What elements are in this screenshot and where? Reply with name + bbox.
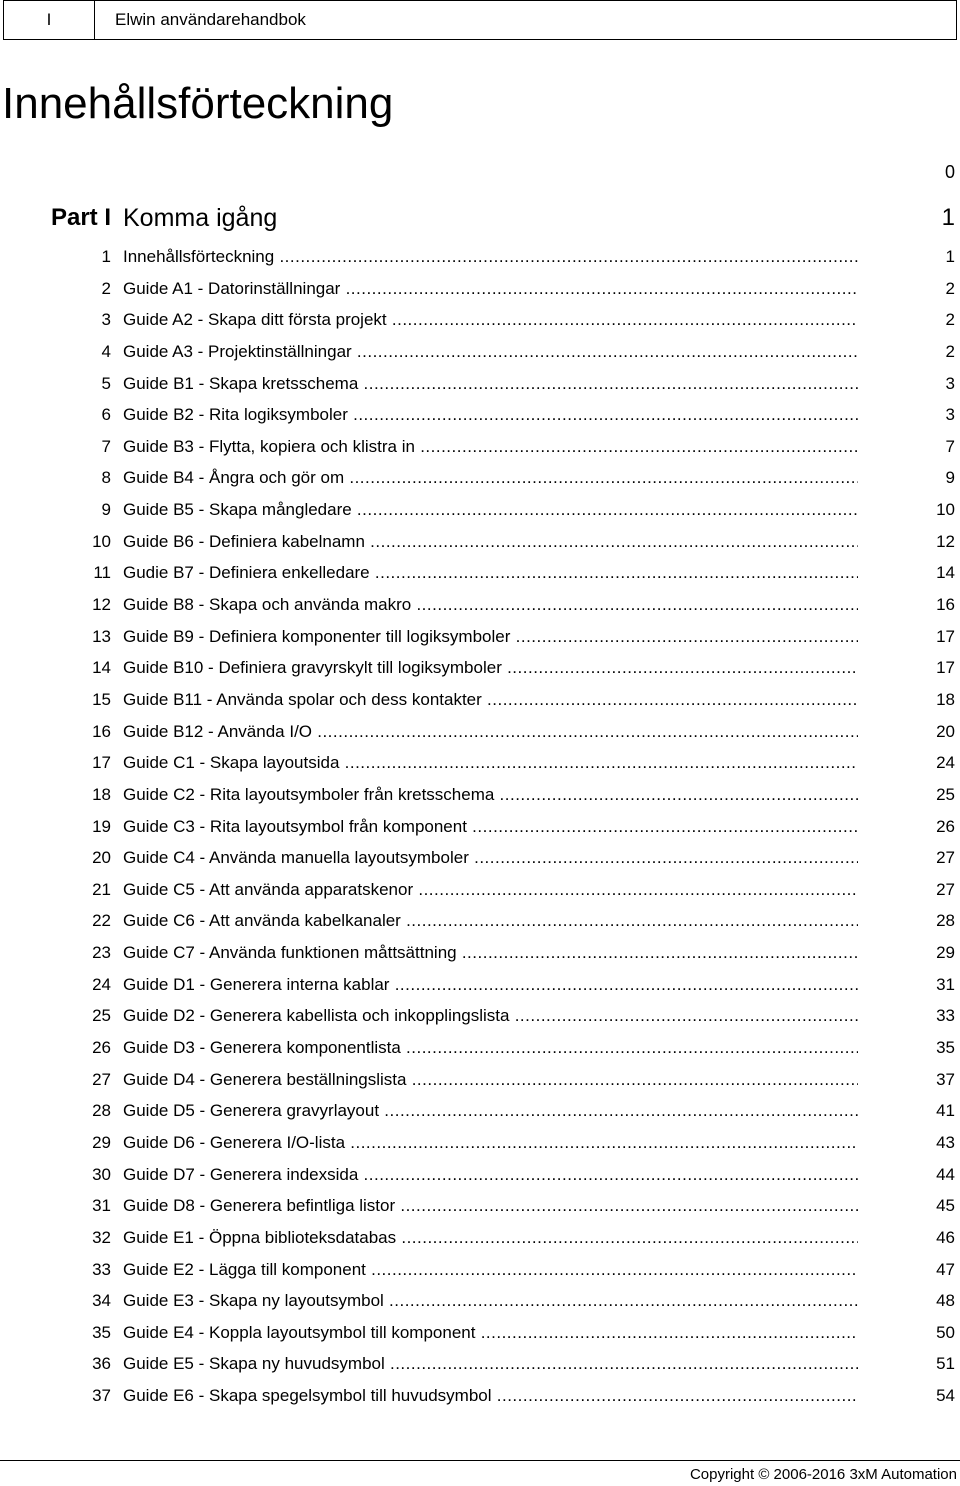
toc-entry-page: 20 (936, 721, 955, 741)
toc-entry-page: 3 (945, 405, 955, 425)
toc-entry-number: 20 (92, 848, 111, 868)
toc-entry[interactable] (0, 1379, 960, 1411)
toc-entry[interactable] (0, 936, 960, 968)
toc-entry[interactable] (0, 461, 960, 493)
toc-entry-number: 22 (92, 911, 111, 931)
toc-entry-title: Innehållsförteckning ..... (123, 247, 858, 267)
toc-entry-page: 46 (936, 1227, 955, 1247)
toc-entry[interactable] (0, 1347, 960, 1379)
toc-entry-page: 27 (936, 879, 955, 899)
toc-entry-number: 8 (101, 468, 111, 488)
toc-entry[interactable] (0, 1031, 960, 1063)
toc-entry-page: 44 (936, 1164, 955, 1184)
toc-entry-page: 18 (936, 689, 955, 709)
toc-entry-title: Guide C5 - Att använda apparatskenor ..... (123, 880, 858, 900)
toc-entry-number: 15 (92, 689, 111, 709)
toc-entry[interactable] (0, 240, 960, 272)
toc-entry-page: 14 (936, 563, 955, 583)
toc-entry-title: Guide B5 - Skapa mångledare ..... (123, 500, 858, 520)
toc-entry[interactable] (0, 398, 960, 430)
toc-entry-number: 4 (101, 341, 111, 361)
toc-entry-number: 21 (92, 879, 111, 899)
toc-entry[interactable] (0, 493, 960, 525)
toc-entry-title: Guide E6 - Skapa spegelsymbol till huvudsymbol ..... (123, 1386, 858, 1406)
toc-entry-number: 3 (101, 310, 111, 330)
toc-entry-number: 30 (92, 1164, 111, 1184)
toc-entry-number: 17 (92, 753, 111, 773)
toc-entry[interactable] (0, 746, 960, 778)
toc-entry-page: 1 (945, 247, 955, 266)
toc-entry[interactable] (0, 810, 960, 842)
toc-list (0, 240, 960, 1411)
toc-entry-page: 43 (936, 1132, 955, 1152)
toc-entry-title: Guide D6 - Generera I/O-lista ..... (123, 1133, 858, 1153)
toc-entry[interactable] (0, 778, 960, 810)
toc-entry[interactable] (0, 1316, 960, 1348)
toc-entry-title: Guide C3 - Rita layoutsymbol från komponent ..... (123, 817, 858, 837)
toc-entry-number: 25 (92, 1006, 111, 1026)
toc-entry-number: 28 (92, 1101, 111, 1121)
toc-entry-title: Guide B9 - Definiera komponenter till logiksymboler ..... (123, 627, 858, 647)
toc-entry-title: Guide D8 - Generera befintliga listor ..... (123, 1196, 858, 1216)
toc-entry-page: 48 (936, 1291, 955, 1311)
toc-entry-number: 36 (92, 1354, 111, 1374)
toc-entry[interactable] (0, 1253, 960, 1285)
toc-entry[interactable] (0, 1221, 960, 1253)
toc-entry-page: 9 (945, 468, 955, 488)
toc-entry[interactable] (0, 841, 960, 873)
toc-entry-number: 35 (92, 1322, 111, 1342)
toc-entry[interactable] (0, 556, 960, 588)
toc-entry-number: 2 (101, 278, 111, 298)
toc-entry-page: 47 (936, 1259, 955, 1279)
toc-entry[interactable] (0, 525, 960, 557)
front-matter-page-number: 0 (944, 162, 955, 182)
toc-entry-number: 19 (92, 816, 111, 836)
toc-entry-title: Guide D4 - Generera beställningslista ..... (123, 1070, 858, 1090)
toc-entry-page: 17 (936, 658, 955, 678)
toc-entry-number: 18 (92, 784, 111, 804)
toc-entry-page: 16 (936, 595, 955, 615)
toc-entry-page: 54 (936, 1386, 955, 1406)
toc-entry-title: Guide C4 - Använda manuella layoutsymboler ..... (123, 848, 858, 868)
toc-entry[interactable] (0, 715, 960, 747)
toc-entry-number: 31 (92, 1196, 111, 1216)
toc-entry[interactable] (0, 968, 960, 1000)
toc-entry-title: Guide D5 - Generera gravyrlayout ..... (123, 1101, 858, 1121)
toc-entry-number: 1 (101, 247, 111, 266)
toc-entry[interactable] (0, 873, 960, 905)
toc-entry-page: 3 (945, 373, 955, 393)
page-title: Innehållsförteckning (2, 79, 394, 128)
toc-entry-number: 6 (101, 405, 111, 425)
toc-entry-number: 16 (92, 721, 111, 741)
toc-entry-title: Guide D3 - Generera komponentlista ..... (123, 1038, 858, 1058)
toc-entry-title: Guide B12 - Använda I/O ..... (123, 722, 858, 742)
toc-entry[interactable] (0, 272, 960, 304)
footer-divider (0, 1460, 960, 1461)
toc-entry-number: 9 (101, 500, 111, 520)
toc-entry[interactable] (0, 430, 960, 462)
toc-entry[interactable] (0, 683, 960, 715)
toc-entry-title: Guide C1 - Skapa layoutsida ..... (123, 753, 858, 773)
toc-entry-page: 17 (936, 626, 955, 646)
toc-entry-number: 23 (92, 943, 111, 963)
toc-entry[interactable] (0, 1126, 960, 1158)
toc-entry-page: 2 (945, 310, 955, 330)
toc-entry[interactable] (0, 1189, 960, 1221)
toc-entry-number: 27 (92, 1069, 111, 1089)
toc-entry-number: 5 (101, 373, 111, 393)
toc-entry-title: Guide B11 - Använda spolar och dess kontakter ..... (123, 690, 858, 710)
toc-entry-number: 32 (92, 1227, 111, 1247)
toc-entry-title: Guide B10 - Definiera gravyrskylt till logiksymboler ..... (123, 658, 858, 678)
toc-entry-page: 35 (936, 1038, 955, 1058)
toc-entry-page: 7 (945, 436, 955, 456)
toc-entry-page: 50 (936, 1322, 955, 1342)
part-page-number: 1 (941, 204, 955, 231)
toc-entry-number: 12 (92, 595, 111, 615)
toc-entry-title: Guide E2 - Lägga till komponent ..... (123, 1260, 858, 1280)
toc-entry-title: Guide C6 - Att använda kabelkanaler ..... (123, 911, 858, 931)
toc-entry-title: Guide B1 - Skapa kretsschema ..... (123, 374, 858, 394)
toc-entry-number: 10 (92, 531, 111, 551)
toc-entry[interactable] (0, 335, 960, 367)
toc-entry-title: Guide B3 - Flytta, kopiera och klistra in ..... (123, 437, 858, 457)
toc-entry-page: 45 (936, 1196, 955, 1216)
part-title: Komma igång (123, 204, 278, 232)
toc-entry-number: 11 (93, 563, 111, 583)
toc-entry-title: Guide E4 - Koppla layoutsymbol till komponent ..... (123, 1323, 858, 1343)
toc-entry-title: Guide C2 - Rita layoutsymboler från kretsschema ..... (123, 785, 858, 805)
toc-entry-title: Guide B6 - Definiera kabelnamn ..... (123, 532, 858, 552)
toc-entry-title: Guide E1 - Öppna biblioteksdatabas ..... (123, 1228, 858, 1248)
header-manual-title: Elwin användarehandbok (115, 10, 306, 29)
toc-entry-page: 37 (936, 1069, 955, 1089)
toc-entry[interactable] (0, 367, 960, 399)
toc-entry[interactable] (0, 1094, 960, 1126)
toc-entry[interactable] (0, 1284, 960, 1316)
toc-entry-page: 12 (936, 531, 955, 551)
header-part-numeral: I (4, 1, 95, 39)
toc-entry-title: Guide D2 - Generera kabellista och inkopplingslista ..... (123, 1006, 858, 1026)
toc-entry[interactable] (0, 1063, 960, 1095)
toc-entry-page: 28 (936, 911, 955, 931)
toc-entry-page: 51 (936, 1354, 955, 1374)
toc-entry[interactable] (0, 999, 960, 1031)
toc-entry-title: Guide A3 - Projektinställningar ..... (123, 342, 858, 362)
toc-entry-page: 29 (936, 943, 955, 963)
footer-copyright: Copyright © 2006-2016 3xM Automation (689, 1466, 957, 1483)
toc-entry-page: 2 (945, 278, 955, 298)
part-heading[interactable] (0, 198, 960, 238)
toc-entry[interactable] (0, 1158, 960, 1190)
toc-entry-title: Guide A2 - Skapa ditt första projekt ..... (123, 310, 858, 330)
toc-entry[interactable] (0, 588, 960, 620)
toc-entry-title: Guide B8 - Skapa och använda makro ..... (123, 595, 858, 615)
toc-entry-number: 26 (92, 1038, 111, 1058)
toc-entry-page: 25 (936, 784, 955, 804)
toc-entry-page: 41 (936, 1101, 955, 1121)
toc-entry[interactable] (0, 651, 960, 683)
toc-entry[interactable] (0, 620, 960, 652)
toc-entry-title: Guide B4 - Ångra och gör om ..... (123, 468, 858, 488)
toc-entry[interactable] (0, 904, 960, 936)
toc-entry-page: 2 (945, 341, 955, 361)
toc-entry-number: 7 (101, 436, 111, 456)
toc-entry-title: Guide C7 - Använda funktionen måttsättning ..... (123, 943, 858, 963)
toc-entry-number: 29 (92, 1132, 111, 1152)
toc-entry-page: 10 (936, 500, 955, 520)
toc-entry-number: 24 (92, 974, 111, 994)
toc-entry-page: 33 (936, 1006, 955, 1026)
toc-entry-title: Guide D1 - Generera interna kablar ..... (123, 975, 858, 995)
part-label: Part I (50, 204, 111, 231)
toc-entry-number: 13 (92, 626, 111, 646)
toc-entry-page: 31 (936, 974, 955, 994)
toc-entry-page: 24 (936, 753, 955, 773)
toc-entry-number: 37 (92, 1386, 111, 1406)
toc-entry-number: 14 (92, 658, 111, 678)
toc-entry-page: 27 (936, 848, 955, 868)
toc-entry-title: Gudie B7 - Definiera enkelledare ..... (123, 563, 858, 583)
toc-entry-title: Guide D7 - Generera indexsida ..... (123, 1165, 858, 1185)
toc-entry-title: Guide B2 - Rita logiksymboler ..... (123, 405, 858, 425)
toc-entry[interactable] (0, 303, 960, 335)
toc-entry-title: Guide E5 - Skapa ny huvudsymbol ..... (123, 1354, 858, 1374)
toc-entry-number: 33 (92, 1259, 111, 1279)
toc-entry-number: 34 (92, 1291, 111, 1311)
toc-entry-title: Guide E3 - Skapa ny layoutsymbol ..... (123, 1291, 858, 1311)
page-header (3, 0, 957, 40)
toc-entry-page: 26 (936, 816, 955, 836)
toc-entry-title: Guide A1 - Datorinställningar ..... (123, 279, 858, 299)
